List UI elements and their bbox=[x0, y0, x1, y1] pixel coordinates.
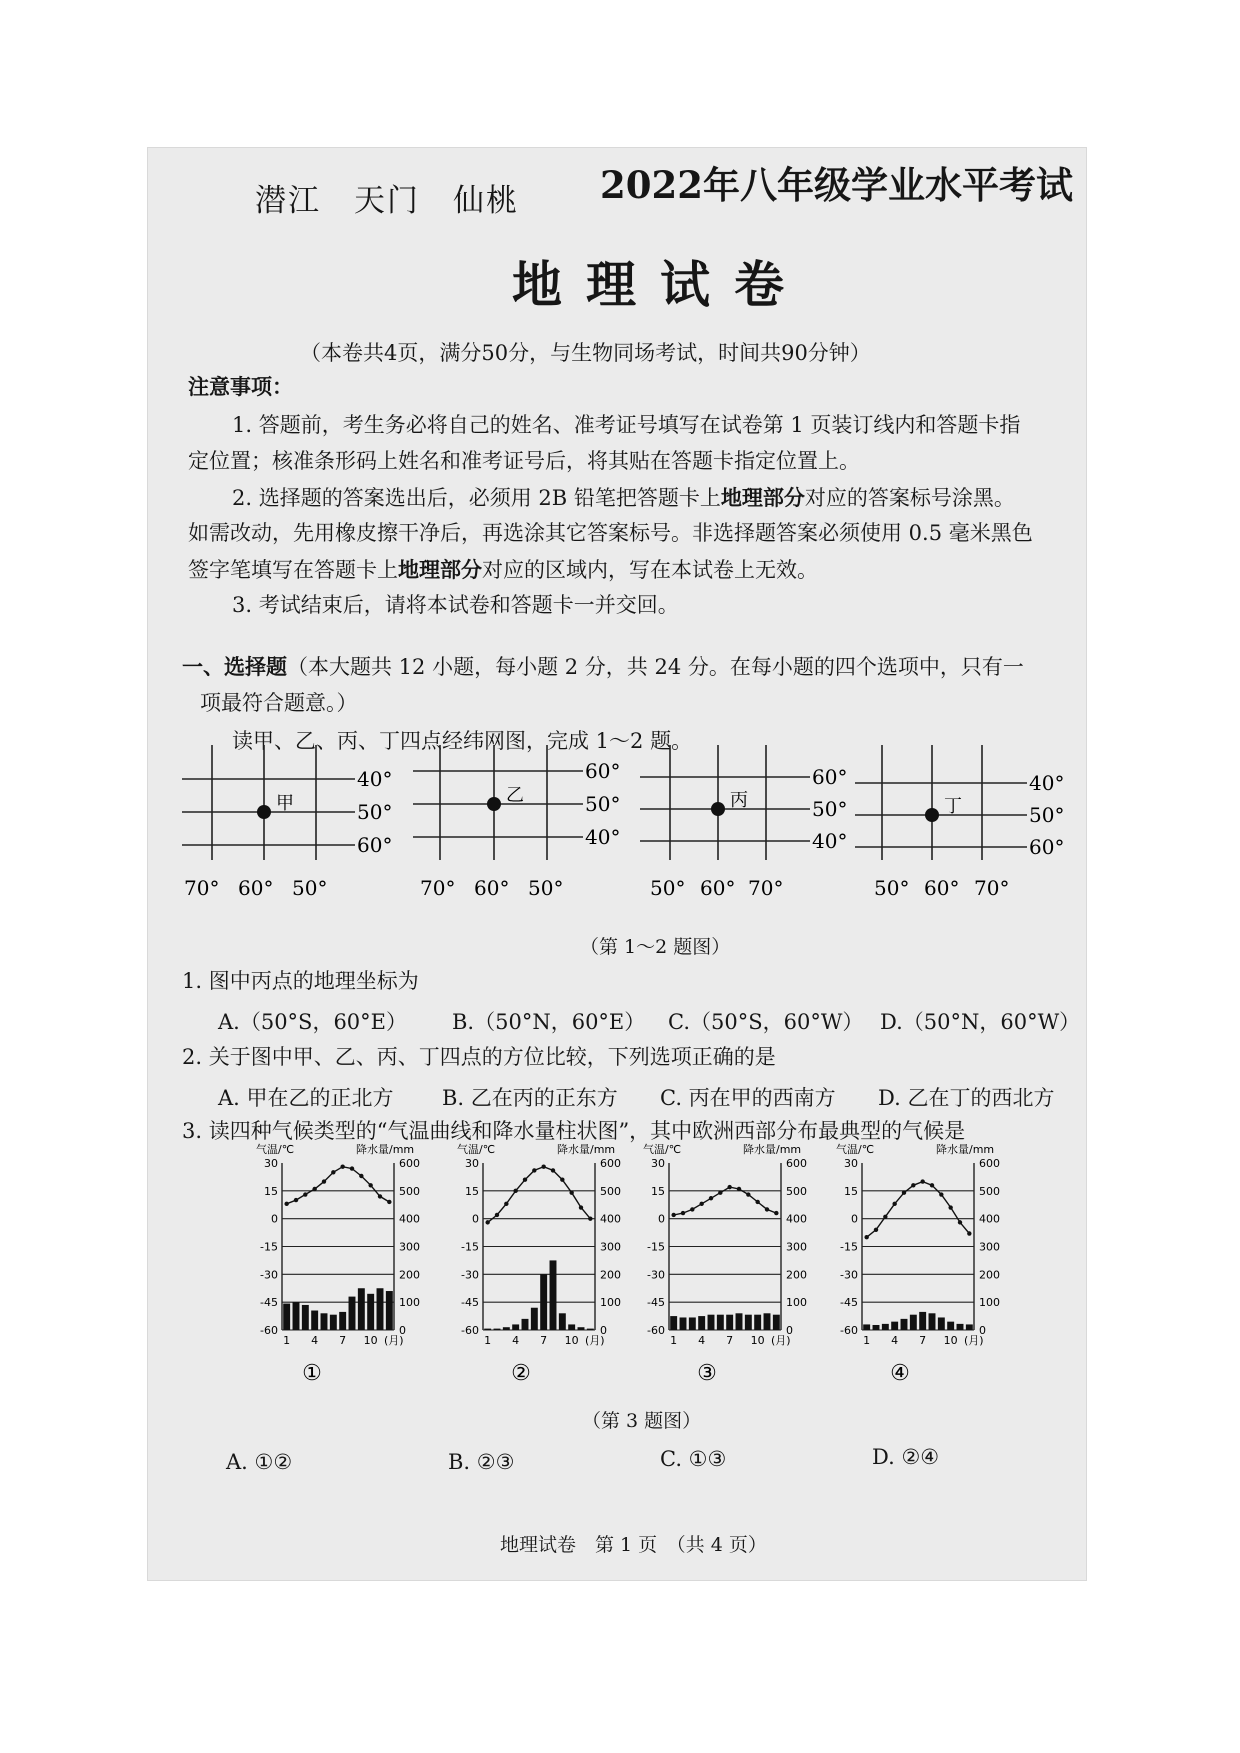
chart-3-precip-tick-1: 600 bbox=[786, 1157, 807, 1170]
grid-1-lon-label-3: 50° bbox=[292, 876, 328, 900]
chart-4-precip-tick-6: 100 bbox=[979, 1296, 1000, 1310]
chart-4-precip-bar-11 bbox=[957, 1324, 964, 1330]
chart-4-temp-tick-3: 0 bbox=[851, 1212, 858, 1226]
chart-4-temp-tick-7: -60 bbox=[840, 1324, 858, 1337]
chart-3-temp-point-7 bbox=[727, 1185, 731, 1189]
chart-4-precip-title: 降水量/mm bbox=[936, 1143, 995, 1156]
chart-1-month-unit: (月) bbox=[384, 1334, 404, 1347]
notes-heading: 注意事项： bbox=[188, 374, 293, 399]
chart-2-precip-bar-5 bbox=[522, 1319, 529, 1330]
q3-option-b: B. ②③ bbox=[448, 1450, 515, 1474]
chart-2-precip-bar-4 bbox=[512, 1324, 519, 1330]
chart-1-precip-tick-5: 200 bbox=[399, 1268, 420, 1282]
chart-4-precip-tick-5: 200 bbox=[979, 1268, 1000, 1282]
q1-option-c: C.（50°S，60°W） bbox=[668, 1010, 864, 1034]
grid-2-lon-label-1: 70° bbox=[420, 876, 456, 900]
chart-3-precip-tick-6: 100 bbox=[786, 1296, 807, 1310]
grid-4-lon-label-3: 70° bbox=[974, 876, 1010, 900]
chart-2-precip-bar-11 bbox=[578, 1327, 585, 1330]
chart-3-temp-point-8 bbox=[737, 1187, 741, 1191]
chart-3-temp-point-1 bbox=[671, 1213, 675, 1217]
chart-2-temp-point-10 bbox=[569, 1190, 573, 1194]
chart-1-temp-point-10 bbox=[368, 1183, 372, 1187]
chart-2-precip-bar-2 bbox=[494, 1329, 501, 1330]
chart-4-month-tick-3: 7 bbox=[919, 1334, 927, 1347]
chart-1-precip-tick-1: 600 bbox=[399, 1157, 420, 1170]
chart-1-precip-bar-1 bbox=[283, 1304, 290, 1330]
chart-3-temp-tick-4: -15 bbox=[647, 1240, 665, 1254]
chart-3-precip-tick-2: 500 bbox=[786, 1184, 807, 1198]
chart-3-temp-point-6 bbox=[718, 1190, 722, 1194]
chart-3-temp-tick-5: -30 bbox=[647, 1268, 665, 1282]
chart-2-temp-tick-2: 15 bbox=[465, 1184, 479, 1198]
chart-4-temp-point-4 bbox=[892, 1202, 896, 1206]
chart-4-precip-bar-1 bbox=[863, 1324, 870, 1330]
q2-option-c: C. 丙在甲的西南方 bbox=[660, 1086, 836, 1110]
q1-option-b: B.（50°N，60°E） bbox=[452, 1010, 646, 1034]
chart-4-precip-bar-7 bbox=[919, 1312, 926, 1330]
grid-1-lon-label-1: 70° bbox=[184, 876, 220, 900]
grid-1-lat-label-1: 40° bbox=[357, 767, 393, 791]
chart-3-temp-tick-3: 0 bbox=[658, 1212, 665, 1226]
question-2: 2. 关于图中甲、乙、丙、丁四点的方位比较，下列选项正确的是 bbox=[182, 1045, 776, 1069]
grid-3-lon-label-3: 70° bbox=[748, 876, 784, 900]
chart-4-month-tick-2: 4 bbox=[891, 1334, 899, 1347]
q3-option-a: A. ①② bbox=[226, 1450, 293, 1474]
chart-1-temp-point-5 bbox=[322, 1179, 326, 1183]
main-title: 地理试卷 bbox=[512, 255, 808, 314]
chart-4-precip-bar-8 bbox=[929, 1313, 936, 1330]
chart-2-precip-tick-6: 100 bbox=[600, 1296, 621, 1310]
chart-3-month-tick-3: 7 bbox=[726, 1334, 734, 1347]
chart-1-temp-point-2 bbox=[294, 1198, 298, 1202]
chart-1-precip-bar-2 bbox=[293, 1302, 300, 1330]
chart-3-temp-point-9 bbox=[746, 1192, 750, 1196]
chart-3-month-tick-2: 4 bbox=[698, 1334, 706, 1347]
chart-4-precip-tick-2: 500 bbox=[979, 1184, 1000, 1198]
chart-1-temp-tick-1: 30 bbox=[264, 1157, 278, 1170]
chart-1-precip-bar-9 bbox=[358, 1288, 365, 1330]
grid-1-lat-label-3: 60° bbox=[357, 833, 393, 857]
chart-1-temp-title: 气温/℃ bbox=[256, 1143, 295, 1156]
chart-4-temp-point-5 bbox=[902, 1190, 906, 1194]
chart-1-precip-bar-10 bbox=[367, 1294, 374, 1330]
chart-4-temp-tick-4: -15 bbox=[840, 1240, 858, 1254]
chart-1-temp-point-11 bbox=[378, 1194, 382, 1198]
grid-1-lat-label-2: 50° bbox=[357, 800, 393, 824]
chart-3-temp-point-2 bbox=[681, 1211, 685, 1215]
chart-2-temp-tick-4: -15 bbox=[461, 1240, 479, 1254]
grid-4-lon-label-2: 60° bbox=[924, 876, 960, 900]
chart-1-temp-point-1 bbox=[284, 1202, 288, 1206]
chart-4-month-tick-1: 1 bbox=[863, 1334, 871, 1347]
chart-1-temp-point-3 bbox=[303, 1192, 307, 1196]
chart-3-precip-tick-5: 200 bbox=[786, 1268, 807, 1282]
chart-1-precip-bar-8 bbox=[349, 1297, 356, 1330]
chart-3-precip-bar-8 bbox=[736, 1313, 743, 1330]
chart-4-precip-bar-2 bbox=[873, 1325, 880, 1330]
chart-4-temp-point-8 bbox=[930, 1183, 934, 1187]
chart-4-temp-point-2 bbox=[874, 1228, 878, 1232]
grid-2-lon-label-2: 60° bbox=[474, 876, 510, 900]
chart-3-precip-bar-1 bbox=[670, 1316, 677, 1330]
note-1a: 1. 答题前，考生务必将自己的姓名、准考证号填写在试卷第 1 页装订线内和答题卡指 bbox=[232, 413, 1021, 437]
chart-3-label: ③ bbox=[697, 1361, 717, 1386]
question-1: 1. 图中丙点的地理坐标为 bbox=[182, 969, 419, 993]
chart-1-precip-bar-6 bbox=[330, 1315, 337, 1330]
chart-1-temp-point-7 bbox=[340, 1165, 344, 1169]
chart-1-precip-bar-4 bbox=[311, 1311, 318, 1330]
chart-4-precip-tick-4: 300 bbox=[979, 1240, 1000, 1254]
chart-3-temp-title: 气温/℃ bbox=[643, 1143, 682, 1156]
chart-1-precip-bar-12 bbox=[386, 1291, 393, 1330]
chart-4-precip-bar-6 bbox=[910, 1315, 917, 1330]
q2-option-b: B. 乙在丙的正东方 bbox=[442, 1086, 618, 1110]
chart-2-temp-title: 气温/℃ bbox=[457, 1143, 496, 1156]
chart-1-label: ① bbox=[302, 1361, 322, 1386]
section1-line-b: 项最符合题意。） bbox=[200, 691, 358, 715]
chart-1-precip-bar-7 bbox=[339, 1312, 346, 1330]
chart-2-temp-point-1 bbox=[485, 1220, 489, 1224]
exam-title: 2022年八年级学业水平考试 bbox=[600, 163, 1073, 207]
chart-2-month-unit: (月) bbox=[585, 1334, 605, 1347]
chart-2-precip-tick-4: 300 bbox=[600, 1240, 621, 1254]
chart-2-precip-tick-2: 500 bbox=[600, 1184, 621, 1198]
chart-3-temp-point-12 bbox=[774, 1211, 778, 1215]
chart-3-precip-bar-11 bbox=[764, 1313, 771, 1330]
chart-2-temp-tick-7: -60 bbox=[461, 1324, 479, 1337]
chart-2-precip-tick-3: 400 bbox=[600, 1212, 621, 1226]
chart-4-precip-bar-9 bbox=[938, 1317, 945, 1330]
chart-4-temp-line bbox=[867, 1182, 970, 1238]
chart-1-temp-point-9 bbox=[359, 1174, 363, 1178]
chart-2-temp-point-6 bbox=[532, 1168, 536, 1172]
grid-caption: （第 1～2 题图） bbox=[580, 936, 731, 958]
grid-2-lat-label-1: 60° bbox=[585, 759, 621, 783]
grid-3-lat-label-1: 60° bbox=[812, 765, 848, 789]
chart-2-month-tick-4: 10 bbox=[564, 1334, 579, 1347]
chart-4-precip-bar-12 bbox=[966, 1324, 973, 1330]
chart-4-temp-title: 气温/℃ bbox=[836, 1143, 875, 1156]
chart-4-precip-tick-1: 600 bbox=[979, 1157, 1000, 1170]
grid-2-lon-label-3: 50° bbox=[528, 876, 564, 900]
chart-1-precip-bar-5 bbox=[321, 1313, 328, 1330]
grid-2-point-label: 乙 bbox=[506, 785, 524, 806]
cities-text: 潜江 天门 仙桃 bbox=[255, 183, 519, 219]
chart-2-precip-title: 降水量/mm bbox=[557, 1143, 616, 1156]
chart-4-precip-tick-3: 400 bbox=[979, 1212, 1000, 1226]
chart-1-precip-tick-6: 100 bbox=[399, 1296, 420, 1310]
chart-2-precip-bar-1 bbox=[484, 1329, 491, 1330]
note-2b: 如需改动，先用橡皮擦干净后，再选涂其它答案标号。非选择题答案必须使用 0.5 毫米黑色 bbox=[188, 521, 1033, 545]
chart-3-temp-tick-2: 15 bbox=[651, 1184, 665, 1198]
chart-2-precip-bar-6 bbox=[531, 1308, 538, 1330]
grid-4-lat-label-2: 50° bbox=[1029, 803, 1065, 827]
chart-4-precip-tick-7: 0 bbox=[979, 1324, 986, 1337]
q3-option-c: C. ①③ bbox=[660, 1447, 727, 1471]
chart-3-precip-bar-9 bbox=[745, 1315, 752, 1330]
chart-4-precip-bar-5 bbox=[901, 1319, 908, 1330]
chart-1-month-tick-3: 7 bbox=[339, 1334, 347, 1347]
q2-option-d: D. 乙在丁的西北方 bbox=[878, 1086, 1055, 1110]
chart-2-month-tick-1: 1 bbox=[484, 1334, 492, 1347]
chart-2-temp-point-2 bbox=[495, 1213, 499, 1217]
climate-caption: （第 3 题图） bbox=[582, 1410, 702, 1432]
grid-4-lon-label-1: 50° bbox=[874, 876, 910, 900]
chart-2-temp-point-12 bbox=[588, 1216, 592, 1220]
q1-option-a: A.（50°S，60°E） bbox=[218, 1010, 407, 1034]
chart-3-precip-bar-4 bbox=[698, 1316, 705, 1330]
chart-3-month-tick-4: 10 bbox=[750, 1334, 765, 1347]
chart-1-precip-tick-7: 0 bbox=[399, 1324, 406, 1337]
note-2c: 签字笔填写在答题卡上地理部分对应的区域内，写在本试卷上无效。 bbox=[188, 557, 818, 582]
chart-1-precip-title: 降水量/mm bbox=[356, 1143, 415, 1156]
grid-2-lat-label-3: 40° bbox=[585, 825, 621, 849]
chart-4-precip-bar-10 bbox=[947, 1322, 954, 1330]
grid-3-lat-label-2: 50° bbox=[812, 797, 848, 821]
grid-3-lon-label-2: 60° bbox=[700, 876, 736, 900]
chart-1-month-tick-4: 10 bbox=[363, 1334, 378, 1347]
chart-2-month-tick-3: 7 bbox=[540, 1334, 548, 1347]
chart-3-temp-tick-7: -60 bbox=[647, 1324, 665, 1337]
chart-2-temp-tick-6: -45 bbox=[461, 1296, 479, 1310]
chart-2-precip-tick-1: 600 bbox=[600, 1157, 621, 1170]
grid-3-lon-label-1: 50° bbox=[650, 876, 686, 900]
chart-2-precip-bar-8 bbox=[550, 1260, 557, 1330]
chart-1-temp-tick-4: -15 bbox=[260, 1240, 278, 1254]
chart-4-temp-tick-1: 30 bbox=[844, 1157, 858, 1170]
chart-3-temp-point-10 bbox=[755, 1200, 759, 1204]
chart-3-precip-bar-2 bbox=[680, 1317, 687, 1330]
chart-3-precip-tick-7: 0 bbox=[786, 1324, 793, 1337]
chart-2-temp-line bbox=[488, 1167, 591, 1223]
chart-3-temp-tick-1: 30 bbox=[651, 1157, 665, 1170]
chart-1-month-tick-1: 1 bbox=[283, 1334, 291, 1347]
grid-3-point-label: 丙 bbox=[730, 790, 748, 811]
q3-option-d: D. ②④ bbox=[872, 1445, 940, 1469]
chart-4-temp-point-12 bbox=[967, 1231, 971, 1235]
grid-intro: 读甲、乙、丙、丁四点经纬网图，完成 1～2 题。 bbox=[232, 729, 693, 753]
grid-2-lat-label-2: 50° bbox=[585, 792, 621, 816]
chart-2-temp-tick-1: 30 bbox=[465, 1157, 479, 1170]
chart-4-label: ④ bbox=[890, 1361, 910, 1386]
note-3: 3. 考试结束后，请将本试卷和答题卡一并交回。 bbox=[232, 593, 679, 617]
chart-2-temp-tick-3: 0 bbox=[472, 1212, 479, 1226]
chart-4-temp-tick-6: -45 bbox=[840, 1296, 858, 1310]
chart-3-temp-point-11 bbox=[765, 1207, 769, 1211]
chart-3-precip-bar-6 bbox=[717, 1315, 724, 1330]
q2-option-a: A. 甲在乙的正北方 bbox=[218, 1086, 394, 1110]
chart-1-temp-point-6 bbox=[331, 1170, 335, 1174]
chart-2-temp-point-9 bbox=[560, 1178, 564, 1182]
chart-4-temp-point-7 bbox=[920, 1179, 924, 1183]
chart-1-precip-tick-2: 500 bbox=[399, 1184, 420, 1198]
chart-1-precip-tick-3: 400 bbox=[399, 1212, 420, 1226]
chart-1-temp-tick-6: -45 bbox=[260, 1296, 278, 1310]
chart-3-precip-tick-4: 300 bbox=[786, 1240, 807, 1254]
chart-1-temp-tick-7: -60 bbox=[260, 1324, 278, 1337]
chart-4-temp-tick-5: -30 bbox=[840, 1268, 858, 1282]
chart-3-temp-tick-6: -45 bbox=[647, 1296, 665, 1310]
chart-3-precip-bar-3 bbox=[689, 1317, 696, 1330]
note-1b: 定位置；核准条形码上姓名和准考证号后，将其贴在答题卡指定位置上。 bbox=[188, 449, 860, 473]
chart-2-temp-tick-5: -30 bbox=[461, 1268, 479, 1282]
chart-4-temp-point-3 bbox=[883, 1215, 887, 1219]
chart-4-precip-bar-4 bbox=[891, 1322, 898, 1330]
chart-1-temp-tick-3: 0 bbox=[271, 1212, 278, 1226]
chart-2-precip-bar-12 bbox=[587, 1329, 594, 1330]
chart-2-temp-point-8 bbox=[551, 1168, 555, 1172]
chart-1-temp-point-4 bbox=[312, 1187, 316, 1191]
question-3: 3. 读四种气候类型的“气温曲线和降水量柱状图”，其中欧洲西部分布最典型的气候是 bbox=[182, 1119, 966, 1143]
grid-4-point-label: 丁 bbox=[944, 796, 962, 817]
chart-3-precip-tick-3: 400 bbox=[786, 1212, 807, 1226]
chart-2-precip-bar-10 bbox=[568, 1324, 575, 1330]
grid-4-lat-label-3: 60° bbox=[1029, 835, 1065, 859]
chart-4-temp-point-10 bbox=[948, 1205, 952, 1209]
chart-4-temp-point-6 bbox=[911, 1183, 915, 1187]
chart-2-precip-bar-3 bbox=[503, 1327, 510, 1330]
chart-2-precip-bar-9 bbox=[559, 1313, 566, 1330]
chart-3-temp-point-3 bbox=[690, 1207, 694, 1211]
grid-3-lat-label-3: 40° bbox=[812, 829, 848, 853]
chart-2-precip-tick-5: 200 bbox=[600, 1268, 621, 1282]
chart-4-precip-bar-3 bbox=[882, 1324, 889, 1330]
subtitle: （本卷共4页，满分50分，与生物同场考试，时间共90分钟） bbox=[300, 341, 871, 365]
chart-1-temp-point-8 bbox=[350, 1166, 354, 1170]
grid-1-lon-label-2: 60° bbox=[238, 876, 274, 900]
chart-2-precip-tick-7: 0 bbox=[600, 1324, 607, 1337]
grid-1-point-label: 甲 bbox=[276, 793, 294, 814]
chart-3-precip-bar-5 bbox=[708, 1315, 715, 1330]
section1-line-a: 一、选择题（本大题共 12 小题，每小题 2 分，共 24 分。在每小题的四个选项中，只有一 bbox=[182, 654, 1024, 679]
chart-3-precip-bar-10 bbox=[754, 1315, 761, 1330]
chart-2-temp-point-11 bbox=[579, 1205, 583, 1209]
chart-1-temp-line bbox=[287, 1167, 390, 1204]
chart-4-temp-point-11 bbox=[958, 1220, 962, 1224]
page-footer: 地理试卷 第 1 页 （共 4 页） bbox=[500, 1534, 767, 1556]
grid-4-lat-label-1: 40° bbox=[1029, 771, 1065, 795]
chart-1-temp-point-12 bbox=[387, 1200, 391, 1204]
chart-1-precip-bar-11 bbox=[377, 1288, 384, 1330]
chart-3-temp-point-5 bbox=[709, 1196, 713, 1200]
chart-1-temp-tick-2: 15 bbox=[264, 1184, 278, 1198]
chart-3-precip-bar-7 bbox=[726, 1315, 733, 1330]
chart-2-temp-point-5 bbox=[523, 1178, 527, 1182]
chart-2-temp-point-3 bbox=[504, 1202, 508, 1206]
chart-3-precip-bar-12 bbox=[773, 1315, 780, 1330]
chart-4-temp-point-1 bbox=[864, 1235, 868, 1239]
chart-4-temp-point-9 bbox=[939, 1192, 943, 1196]
chart-2-label: ② bbox=[511, 1361, 531, 1386]
chart-1-month-tick-2: 4 bbox=[311, 1334, 319, 1347]
chart-2-temp-point-7 bbox=[541, 1165, 545, 1169]
chart-1-precip-bar-3 bbox=[302, 1305, 309, 1330]
chart-4-temp-tick-2: 15 bbox=[844, 1184, 858, 1198]
chart-3-month-tick-1: 1 bbox=[670, 1334, 678, 1347]
chart-3-temp-point-4 bbox=[699, 1202, 703, 1206]
q1-option-d: D.（50°N，60°W） bbox=[880, 1010, 1081, 1034]
note-2a: 2. 选择题的答案选出后，必须用 2B 铅笔把答题卡上地理部分对应的答案标号涂黑。 bbox=[232, 485, 1015, 510]
chart-4-month-unit: (月) bbox=[964, 1334, 984, 1347]
chart-2-precip-bar-7 bbox=[540, 1274, 547, 1330]
chart-2-temp-point-4 bbox=[513, 1189, 517, 1193]
chart-1-temp-tick-5: -30 bbox=[260, 1268, 278, 1282]
chart-1-precip-tick-4: 300 bbox=[399, 1240, 420, 1254]
chart-4-month-tick-4: 10 bbox=[943, 1334, 958, 1347]
chart-3-precip-title: 降水量/mm bbox=[743, 1143, 802, 1156]
chart-2-month-tick-2: 4 bbox=[512, 1334, 520, 1347]
chart-3-month-unit: (月) bbox=[771, 1334, 791, 1347]
